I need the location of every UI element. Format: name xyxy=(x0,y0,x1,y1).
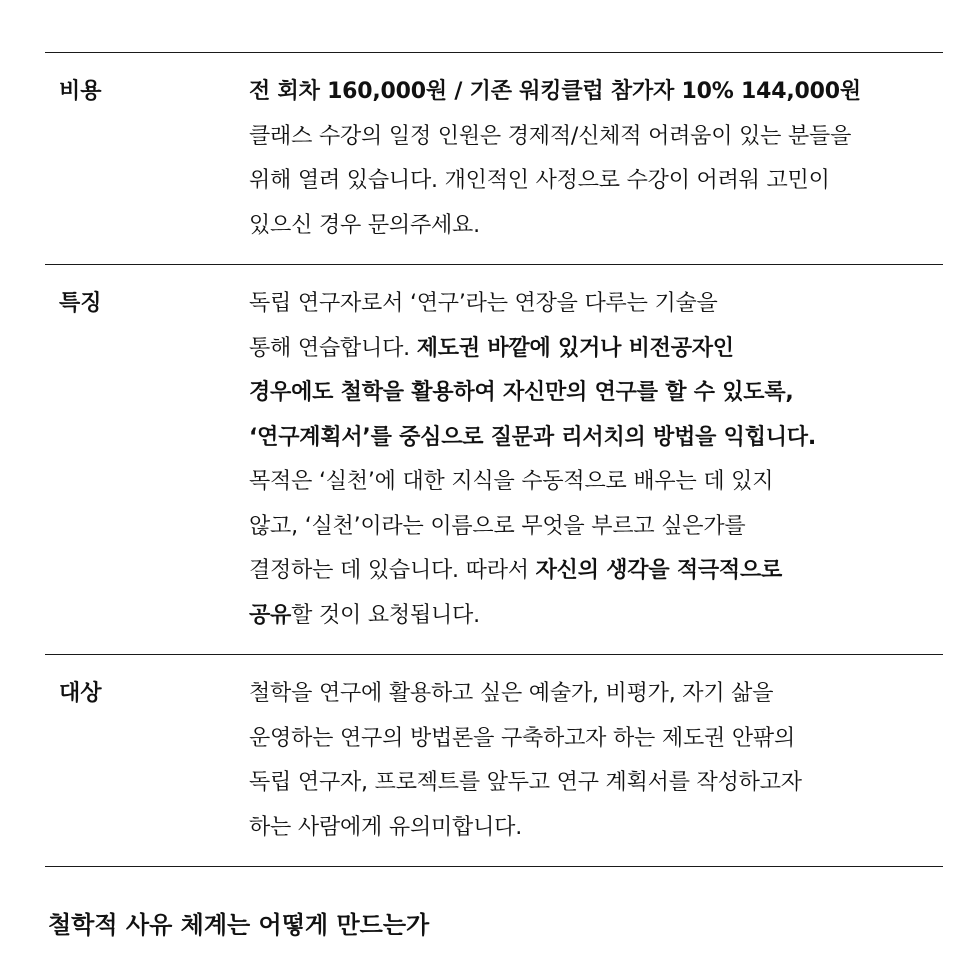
row-body-features xyxy=(249,282,943,638)
row-features xyxy=(45,265,943,655)
text-line xyxy=(249,282,943,327)
text-line xyxy=(249,594,943,639)
text-line xyxy=(249,717,943,762)
row-body-audience xyxy=(249,672,943,850)
section-heading: 철학적 사유 체계는 어떻게 만드는가 xyxy=(48,911,430,939)
row-audience xyxy=(45,655,943,867)
text-span: 있으신 경우 문의주세요. xyxy=(249,212,480,238)
text-line xyxy=(249,505,943,550)
text-line xyxy=(249,70,943,115)
bold-span: 경우에도 철학을 활용하여 자신만의 연구를 할 수 있도록, xyxy=(249,380,794,405)
bold-span: 제도권 바깥에 있거나 비전공자인 xyxy=(416,335,734,361)
text-span: 위해 열려 있습니다. 개인적인 사정으로 수강이 어려워 고민이 xyxy=(249,168,830,193)
bold-span: 공유 xyxy=(249,602,292,628)
text-line xyxy=(249,460,943,505)
bold-span: ‘연구계획서’를 중심으로 질문과 리서치의 방법을 익힙니다. xyxy=(249,424,817,450)
row-cost xyxy=(45,53,943,265)
text-line xyxy=(249,761,943,806)
text-line xyxy=(249,672,943,717)
bold-span: 자신의 생각을 적극적으로 xyxy=(535,558,783,583)
text-line xyxy=(249,371,943,416)
text-span: 철학을 연구에 활용하고 싶은 예술가, 비평가, 자기 삶을 xyxy=(249,681,774,706)
text-span: 통해 연습합니다. xyxy=(249,335,417,361)
text-span: 독립 연구자, 프로젝트를 앞두고 연구 계획서를 작성하고자 xyxy=(249,770,802,795)
row-body-cost xyxy=(249,70,943,248)
text-line xyxy=(249,806,943,851)
text-line xyxy=(249,416,943,461)
info-table xyxy=(45,52,943,867)
row-label-audience: 대상 xyxy=(59,681,102,706)
text-span: 할 것이 요청됩니다. xyxy=(291,602,480,628)
text-span: 하는 사람에게 유의미합니다. xyxy=(249,814,523,840)
text-span: 결정하는 데 있습니다. 따라서 xyxy=(249,558,536,583)
text-line xyxy=(249,549,943,594)
price-text: 전 회차 160,000원 / 기존 워킹클럽 참가자 10% 144,000원 xyxy=(249,79,861,104)
text-line xyxy=(249,115,943,160)
text-span: 않고, ‘실천’이라는 이름으로 무엇을 부르고 싶은가를 xyxy=(249,513,746,539)
text-span: 운영하는 연구의 방법론을 구축하고자 하는 제도권 안팎의 xyxy=(249,725,796,751)
text-span: 클래스 수강의 일정 인원은 경제적/신체적 어려움이 있는 분들을 xyxy=(249,123,852,149)
text-line xyxy=(249,327,943,372)
row-label-cost: 비용 xyxy=(59,79,102,104)
text-line xyxy=(249,204,943,249)
text-span: 독립 연구자로서 ‘연구’라는 연장을 다루는 기술을 xyxy=(249,291,718,316)
row-label-features: 특징 xyxy=(59,291,102,316)
text-line xyxy=(249,159,943,204)
text-span: 목적은 ‘실천’에 대한 지식을 수동적으로 배우는 데 있지 xyxy=(249,469,774,494)
